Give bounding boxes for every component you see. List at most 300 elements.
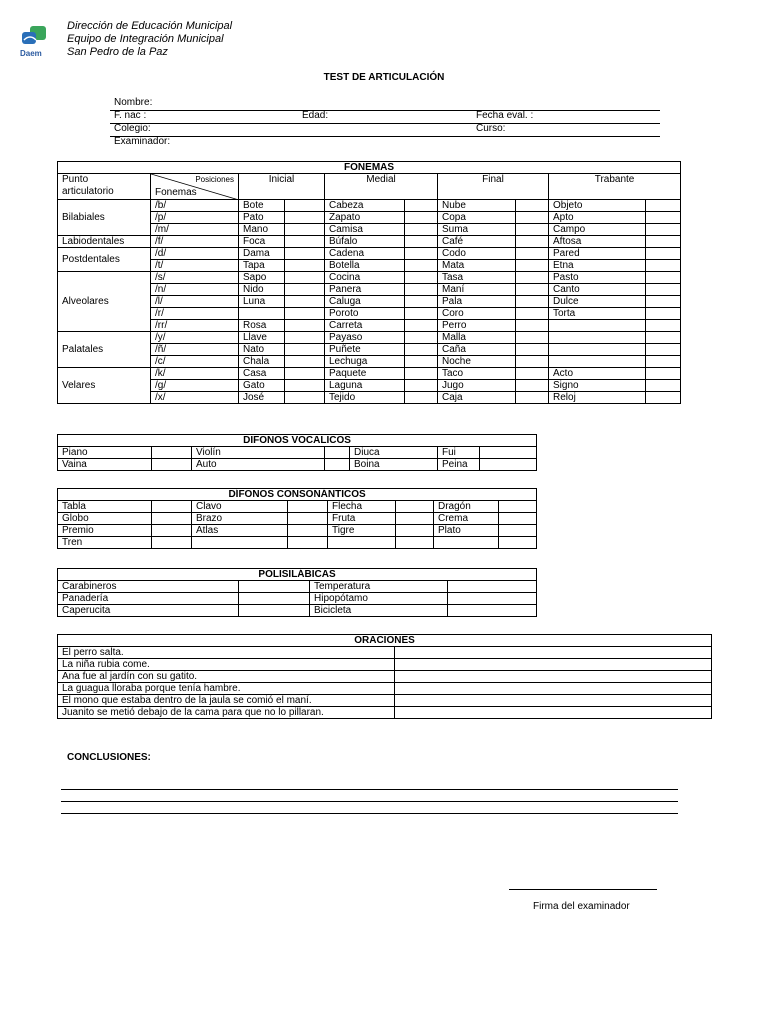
- table-row: [58, 671, 712, 683]
- score-cell[interactable]: [646, 392, 681, 404]
- score-cell[interactable]: [448, 581, 537, 593]
- score-cell[interactable]: [396, 513, 434, 525]
- table-row: [58, 356, 681, 368]
- score-cell[interactable]: [405, 368, 438, 380]
- word-final: Taco: [438, 368, 516, 380]
- table-row: [58, 537, 537, 549]
- polisilabicas-title: POLISILÁBICAS: [58, 569, 537, 581]
- page-title: TEST DE ARTICULACIÓN: [323, 72, 445, 83]
- score-cell[interactable]: [152, 513, 192, 525]
- word-cell: Crema: [434, 513, 499, 525]
- score-cell[interactable]: [405, 356, 438, 368]
- table-row: [58, 236, 681, 248]
- word-inicial: Luna: [239, 296, 285, 308]
- score-cell[interactable]: [448, 593, 537, 605]
- oraciones-table: [57, 634, 712, 719]
- score-cell[interactable]: [516, 368, 549, 380]
- fonema: /f/: [151, 236, 239, 248]
- word-cell: Plato: [434, 525, 499, 537]
- word-final: Café: [438, 236, 516, 248]
- word-inicial: Gato: [239, 380, 285, 392]
- fonema: /ñ/: [151, 344, 239, 356]
- score-cell[interactable]: [516, 260, 549, 272]
- table-row: [58, 272, 681, 284]
- word-trabante: Apto: [549, 212, 646, 224]
- score-cell[interactable]: [288, 501, 328, 513]
- polisilabicas-table: [57, 568, 537, 617]
- table-row: [58, 605, 537, 617]
- header-fonemas: Fonemas: [155, 187, 197, 198]
- word-trabante: [549, 356, 646, 368]
- difonos-consonanticos-table: [57, 488, 537, 549]
- score-cell[interactable]: [239, 605, 310, 617]
- word-final: Suma: [438, 224, 516, 236]
- score-cell[interactable]: [646, 320, 681, 332]
- header-inicial: Inicial: [239, 174, 325, 200]
- table-row: [58, 248, 681, 260]
- word-final: Maní: [438, 284, 516, 296]
- score-cell[interactable]: [516, 380, 549, 392]
- table-row: [58, 447, 537, 459]
- header-trabante: Trabante: [549, 174, 681, 200]
- header-posiciones: Posiciones: [195, 175, 234, 184]
- word-medial: Payaso: [325, 332, 405, 344]
- fonema: /rr/: [151, 320, 239, 332]
- table-row: [58, 212, 681, 224]
- word-inicial: Casa: [239, 368, 285, 380]
- word-trabante: [549, 344, 646, 356]
- table-row: [58, 581, 537, 593]
- header-punto-line2: articulatorio: [62, 186, 114, 197]
- score-cell[interactable]: [405, 200, 438, 212]
- score-cell[interactable]: [516, 344, 549, 356]
- word-cell: Tigre: [328, 525, 396, 537]
- score-cell[interactable]: [285, 368, 325, 380]
- table-row: [58, 392, 681, 404]
- word-cell: Atlas: [192, 525, 288, 537]
- header-punto-articulatorio: [58, 174, 151, 200]
- word-medial: Botella: [325, 260, 405, 272]
- word-trabante: Acto: [549, 368, 646, 380]
- score-cell[interactable]: [288, 537, 328, 549]
- word-cell: Piano: [58, 447, 152, 459]
- conclusiones-line-2[interactable]: [61, 801, 678, 802]
- fonema: /x/: [151, 392, 239, 404]
- score-cell[interactable]: [405, 224, 438, 236]
- score-cell[interactable]: [285, 356, 325, 368]
- word-medial: Tejido: [325, 392, 405, 404]
- score-cell[interactable]: [516, 332, 549, 344]
- score-cell[interactable]: [152, 501, 192, 513]
- score-cell[interactable]: [285, 332, 325, 344]
- word-cell: Tren: [58, 537, 152, 549]
- score-cell[interactable]: [405, 284, 438, 296]
- score-cell[interactable]: [646, 224, 681, 236]
- table-row: [58, 525, 537, 537]
- score-cell[interactable]: [516, 248, 549, 260]
- word-medial: Puñete: [325, 344, 405, 356]
- word-trabante: Etna: [549, 260, 646, 272]
- conclusiones-line-1[interactable]: [61, 789, 678, 790]
- sentence-cell: La niña rubia come.: [58, 659, 395, 671]
- word-cell: [192, 537, 288, 549]
- word-final: Noche: [438, 356, 516, 368]
- score-cell[interactable]: [646, 296, 681, 308]
- table-row: [58, 296, 681, 308]
- word-trabante: [549, 332, 646, 344]
- table-row: [58, 320, 681, 332]
- word-final: Mata: [438, 260, 516, 272]
- score-cell[interactable]: [285, 212, 325, 224]
- conclusiones-label: CONCLUSIONES:: [67, 752, 151, 763]
- fonemas-table: [57, 161, 681, 404]
- table-row: [58, 695, 712, 707]
- word-inicial: Dama: [239, 248, 285, 260]
- word-final: Tasa: [438, 272, 516, 284]
- label-curso: Curso:: [476, 123, 506, 134]
- word-cell: Panadería: [58, 593, 239, 605]
- score-cell[interactable]: [516, 224, 549, 236]
- word-final: Coro: [438, 308, 516, 320]
- score-cell[interactable]: [516, 236, 549, 248]
- score-cell[interactable]: [325, 459, 350, 471]
- word-cell: Auto: [192, 459, 325, 471]
- word-inicial: Nido: [239, 284, 285, 296]
- word-cell: Premio: [58, 525, 152, 537]
- score-cell[interactable]: [285, 248, 325, 260]
- word-final: Jugo: [438, 380, 516, 392]
- table-row: [58, 284, 681, 296]
- score-cell[interactable]: [405, 392, 438, 404]
- score-cell[interactable]: [239, 593, 310, 605]
- oraciones-title: ORACIONES: [58, 635, 712, 647]
- score-cell[interactable]: [152, 447, 192, 459]
- signature-line[interactable]: [509, 889, 657, 890]
- group-alveolares: Alveolares: [58, 272, 151, 332]
- score-cell[interactable]: [516, 356, 549, 368]
- score-cell[interactable]: [646, 332, 681, 344]
- score-cell[interactable]: [325, 447, 350, 459]
- score-cell[interactable]: [288, 513, 328, 525]
- group-bilabiales: Bilabiales: [58, 200, 151, 236]
- difonos-vocalicos-table: [57, 434, 537, 471]
- word-cell: Fruta: [328, 513, 396, 525]
- word-cell: Dragón: [434, 501, 499, 513]
- label-examinador: Examinador:: [114, 136, 171, 147]
- table-row: [58, 593, 537, 605]
- score-cell[interactable]: [396, 525, 434, 537]
- score-cell[interactable]: [516, 308, 549, 320]
- fonema: /c/: [151, 356, 239, 368]
- table-row: [58, 707, 712, 719]
- response-cell[interactable]: [395, 671, 712, 683]
- sentence-cell: El mono que estaba dentro de la jaula se comió el maní.: [58, 695, 395, 707]
- score-cell[interactable]: [285, 380, 325, 392]
- header-line-2: Equipo de Integración Municipal: [67, 33, 224, 45]
- fonema: /n/: [151, 284, 239, 296]
- word-final: Perro: [438, 320, 516, 332]
- word-cell: Tabla: [58, 501, 152, 513]
- score-cell[interactable]: [396, 537, 434, 549]
- score-cell[interactable]: [646, 344, 681, 356]
- word-medial: Camisa: [325, 224, 405, 236]
- score-cell[interactable]: [480, 459, 537, 471]
- rule-colegio: [110, 136, 660, 137]
- table-row: [58, 380, 681, 392]
- score-cell[interactable]: [499, 501, 537, 513]
- fonema: /s/: [151, 272, 239, 284]
- word-medial: Carreta: [325, 320, 405, 332]
- fonema: /y/: [151, 332, 239, 344]
- label-fnac: F. nac :: [114, 110, 147, 121]
- score-cell[interactable]: [646, 236, 681, 248]
- score-cell[interactable]: [405, 320, 438, 332]
- word-final: Caja: [438, 392, 516, 404]
- group-velares: Velares: [58, 368, 151, 404]
- score-cell[interactable]: [646, 212, 681, 224]
- header-line-3: San Pedro de la Paz: [67, 46, 168, 58]
- table-row: [58, 200, 681, 212]
- score-cell[interactable]: [516, 284, 549, 296]
- score-cell[interactable]: [285, 272, 325, 284]
- score-cell[interactable]: [499, 513, 537, 525]
- word-trabante: Torta: [549, 308, 646, 320]
- score-cell[interactable]: [646, 308, 681, 320]
- word-cell: Vaina: [58, 459, 152, 471]
- label-nombre: Nombre:: [114, 97, 153, 108]
- word-cell: Carabineros: [58, 581, 239, 593]
- score-cell[interactable]: [285, 320, 325, 332]
- score-cell[interactable]: [516, 320, 549, 332]
- score-cell[interactable]: [405, 212, 438, 224]
- word-medial: Paquete: [325, 368, 405, 380]
- word-inicial: Llave: [239, 332, 285, 344]
- word-trabante: Reloj: [549, 392, 646, 404]
- group-palatales: Palatales: [58, 332, 151, 368]
- label-colegio: Colegio:: [114, 123, 151, 134]
- score-cell[interactable]: [152, 525, 192, 537]
- fonema: /p/: [151, 212, 239, 224]
- word-final: Caña: [438, 344, 516, 356]
- word-medial: Lechuga: [325, 356, 405, 368]
- word-cell: [434, 537, 499, 549]
- word-final: Malla: [438, 332, 516, 344]
- table-row: [58, 683, 712, 695]
- response-cell[interactable]: [395, 683, 712, 695]
- word-medial: Laguna: [325, 380, 405, 392]
- score-cell[interactable]: [405, 332, 438, 344]
- word-inicial: Rosa: [239, 320, 285, 332]
- score-cell[interactable]: [285, 296, 325, 308]
- score-cell[interactable]: [499, 537, 537, 549]
- label-fecha: Fecha eval. :: [476, 110, 534, 121]
- word-inicial: Foca: [239, 236, 285, 248]
- response-cell[interactable]: [395, 659, 712, 671]
- word-inicial: [239, 308, 285, 320]
- signature-label: Firma del examinador: [533, 901, 630, 912]
- score-cell[interactable]: [516, 392, 549, 404]
- rule-fnac: [110, 123, 660, 124]
- table-row: [58, 368, 681, 380]
- score-cell[interactable]: [152, 537, 192, 549]
- word-trabante: Signo: [549, 380, 646, 392]
- score-cell[interactable]: [448, 605, 537, 617]
- conclusiones-line-3[interactable]: [61, 813, 678, 814]
- score-cell[interactable]: [405, 380, 438, 392]
- score-cell[interactable]: [152, 459, 192, 471]
- sentence-cell: El perro salta.: [58, 647, 395, 659]
- score-cell[interactable]: [499, 525, 537, 537]
- sentence-cell: La guagua lloraba porque tenía hambre.: [58, 683, 395, 695]
- score-cell[interactable]: [646, 272, 681, 284]
- word-cell: Globo: [58, 513, 152, 525]
- logo-text: Daem: [20, 49, 42, 58]
- table-row: [58, 647, 712, 659]
- score-cell[interactable]: [646, 284, 681, 296]
- word-cell: Boina: [350, 459, 438, 471]
- fonema: /t/: [151, 260, 239, 272]
- fonema: /d/: [151, 248, 239, 260]
- score-cell[interactable]: [405, 344, 438, 356]
- word-trabante: Dulce: [549, 296, 646, 308]
- word-cell: Peina: [438, 459, 480, 471]
- header-posiciones-fonemas: [151, 174, 239, 200]
- label-edad: Edad:: [302, 110, 329, 121]
- score-cell[interactable]: [285, 200, 325, 212]
- response-cell[interactable]: [395, 647, 712, 659]
- word-medial: Poroto: [325, 308, 405, 320]
- fonemas-title: FONEMAS: [58, 162, 681, 174]
- fonema: /k/: [151, 368, 239, 380]
- response-cell[interactable]: [395, 707, 712, 719]
- score-cell[interactable]: [285, 392, 325, 404]
- word-inicial: Pato: [239, 212, 285, 224]
- word-final: Nube: [438, 200, 516, 212]
- word-cell: Hipopótamo: [310, 593, 448, 605]
- score-cell[interactable]: [646, 260, 681, 272]
- word-inicial: Mano: [239, 224, 285, 236]
- header-medial: Medial: [325, 174, 438, 200]
- difonos-vocalicos-title: DIFONOS VOCALICOS: [58, 435, 537, 447]
- word-cell: Violín: [192, 447, 325, 459]
- word-cell: Fui: [438, 447, 480, 459]
- table-row: [58, 224, 681, 236]
- header-final: Final: [438, 174, 549, 200]
- score-cell[interactable]: [405, 308, 438, 320]
- fonema: /g/: [151, 380, 239, 392]
- score-cell[interactable]: [405, 296, 438, 308]
- table-row: [58, 332, 681, 344]
- score-cell[interactable]: [239, 581, 310, 593]
- word-cell: Temperatura: [310, 581, 448, 593]
- word-trabante: Campo: [549, 224, 646, 236]
- word-medial: Búfalo: [325, 236, 405, 248]
- score-cell[interactable]: [285, 236, 325, 248]
- sentence-cell: Ana fue al jardín con su gatito.: [58, 671, 395, 683]
- word-inicial: Chala: [239, 356, 285, 368]
- word-medial: Zapato: [325, 212, 405, 224]
- table-row: [58, 513, 537, 525]
- header-line-1: Dirección de Educación Municipal: [67, 20, 233, 32]
- score-cell[interactable]: [516, 272, 549, 284]
- fonema: /m/: [151, 224, 239, 236]
- score-cell[interactable]: [285, 284, 325, 296]
- word-cell: [328, 537, 396, 549]
- sentence-cell: Juanito se metió debajo de la cama para que no lo pillaran.: [58, 707, 395, 719]
- table-row: [58, 659, 712, 671]
- score-cell[interactable]: [646, 248, 681, 260]
- score-cell[interactable]: [516, 200, 549, 212]
- score-cell[interactable]: [396, 501, 434, 513]
- score-cell[interactable]: [480, 447, 537, 459]
- score-cell[interactable]: [285, 260, 325, 272]
- word-final: Codo: [438, 248, 516, 260]
- word-medial: Cocina: [325, 272, 405, 284]
- score-cell[interactable]: [285, 308, 325, 320]
- score-cell[interactable]: [405, 272, 438, 284]
- fonema: /b/: [151, 200, 239, 212]
- word-cell: Bicicleta: [310, 605, 448, 617]
- word-final: Pala: [438, 296, 516, 308]
- word-trabante: Aftosa: [549, 236, 646, 248]
- score-cell[interactable]: [516, 296, 549, 308]
- word-inicial: Bote: [239, 200, 285, 212]
- response-cell[interactable]: [395, 695, 712, 707]
- score-cell[interactable]: [405, 260, 438, 272]
- score-cell[interactable]: [646, 200, 681, 212]
- table-row: [58, 308, 681, 320]
- fonema: /r/: [151, 308, 239, 320]
- word-inicial: Tapa: [239, 260, 285, 272]
- score-cell[interactable]: [516, 212, 549, 224]
- score-cell[interactable]: [405, 236, 438, 248]
- word-cell: Brazo: [192, 513, 288, 525]
- word-inicial: José: [239, 392, 285, 404]
- word-cell: Clavo: [192, 501, 288, 513]
- score-cell[interactable]: [646, 368, 681, 380]
- word-cell: Diuca: [350, 447, 438, 459]
- group-labiodentales: Labiodentales: [58, 236, 151, 248]
- word-cell: Flecha: [328, 501, 396, 513]
- score-cell[interactable]: [405, 248, 438, 260]
- word-trabante: [549, 320, 646, 332]
- header-punto-line1: Punto: [62, 174, 89, 185]
- word-medial: Panera: [325, 284, 405, 296]
- word-inicial: Ñato: [239, 344, 285, 356]
- word-medial: Cadena: [325, 248, 405, 260]
- word-medial: Cabeza: [325, 200, 405, 212]
- table-row: [58, 501, 537, 513]
- word-final: Copa: [438, 212, 516, 224]
- table-row: [58, 459, 537, 471]
- score-cell[interactable]: [285, 224, 325, 236]
- score-cell[interactable]: [288, 525, 328, 537]
- score-cell[interactable]: [646, 356, 681, 368]
- word-trabante: Pared: [549, 248, 646, 260]
- table-row: [58, 344, 681, 356]
- rule-nombre: [110, 110, 660, 111]
- score-cell[interactable]: [646, 380, 681, 392]
- word-inicial: Sapo: [239, 272, 285, 284]
- word-cell: Caperucita: [58, 605, 239, 617]
- fonema: /l/: [151, 296, 239, 308]
- score-cell[interactable]: [285, 344, 325, 356]
- word-medial: Caluga: [325, 296, 405, 308]
- word-trabante: Pasto: [549, 272, 646, 284]
- difonos-consonanticos-title: DÍFONOS CONSONÁNTICOS: [58, 489, 537, 501]
- table-row: [58, 260, 681, 272]
- word-trabante: Objeto: [549, 200, 646, 212]
